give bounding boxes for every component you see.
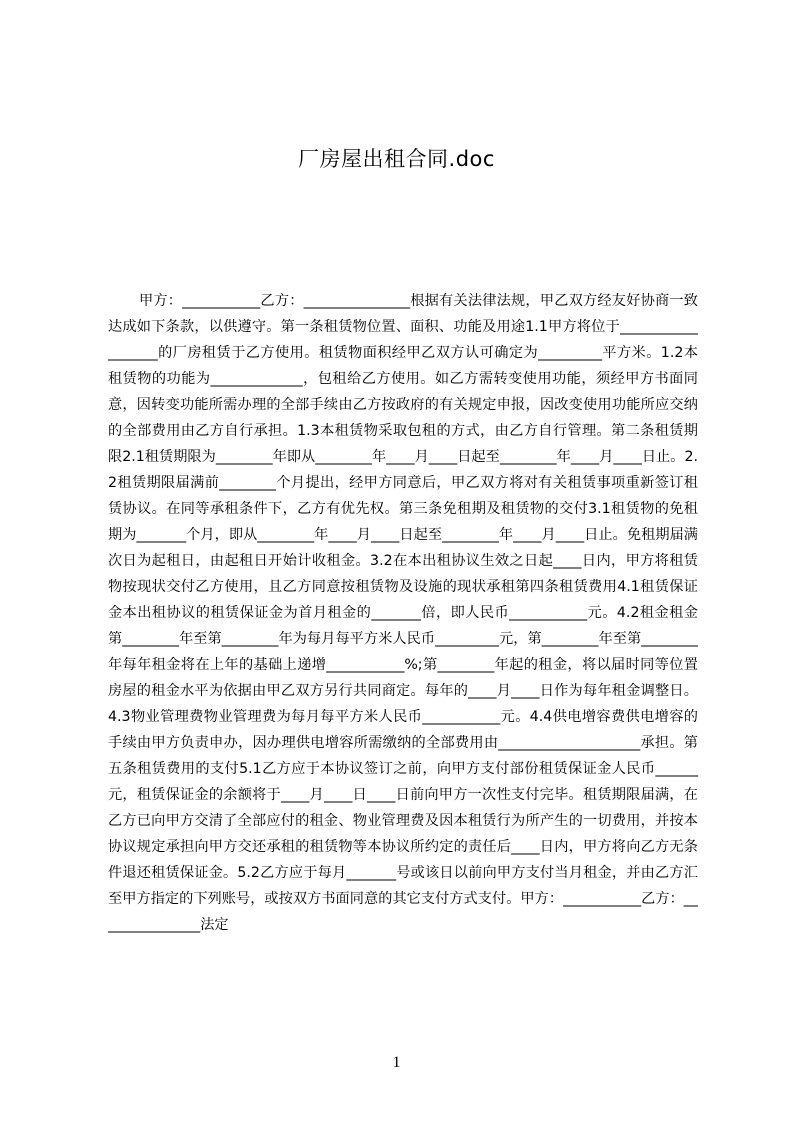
- page-number: 1: [392, 1054, 401, 1071]
- document-title: 厂房屋出租合同.doc: [298, 147, 495, 171]
- document-body-text: 甲方：___________乙方：_______________根据有关法律法规，甲乙双方经友好协商一致达成如下条款，以供遵守。第一条租赁物位置、面积、功能及用途1.1甲方将位于__________________的厂房租赁于乙方使用。租赁物面积经甲乙双方认可确定为_________平方米。1.2本租赁物的功能为_____________，包租给乙方使用。如乙方需转变使用功能，须经甲方书面同意，因转变功能所需办理的全部手续由乙方按政府的有关规定申报，因改变使用功能所应交纳的全部费用由乙方自行承担。1.3本租赁物采取包租的方式，由乙方自行管理。第二条租赁期限2.1租赁期限为________年即从________年____月____日起至________年____月____日止。2.2租赁期限届满前________个月提出，经甲方同意后，甲乙双方将对有关租赁事项重新签订租赁协议。在同等承租条件下，乙方有优先权。第三条免租期及租赁物的交付3.1租赁物的免租期为_______个月，即从________年____月____日起至________年____月____日止。免租期届满次日为起租日，由起租日开始计收租金。3.2在本出租协议生效之日起____日内，甲方将租赁物按现状交付乙方使用，且乙方同意按租赁物及设施的现状承租第四条租赁费用4.1租赁保证金本出租协议的租赁保证金为首月租金的_______倍，即人民币___________元。4.2租金租金第________年至第________年为每月每平方米人民币_________元，第________年至第________年每年租金将在上年的基础上递增___________%;第________年起的租金，将以届时同等位置房屋的租金水平为依据由甲乙双方另行共同商定。每年的____月____日作为每年租金调整日。4.3物业管理费物业管理费为每月每平方米人民币___________元。4.4供电增容费供电增容的手续由甲方负责申办，因办理供电增容所需缴纳的全部费用由____________________承担。第五条租赁费用的支付5.1乙方应于本协议签订之前，向甲方支付部份租赁保证金人民币______元，租赁保证金的余额将于____月____日____日前向甲方一次性支付完毕。租赁期限届满，在乙方已向甲方交清了全部应付的租金、物业管理费及因本租赁行为所产生的一切费用，并按本协议规定承担向甲方交还承租的租赁物等本协议所约定的责任后____日内，甲方将向乙方无条件退还租赁保证金。5.2乙方应于每月_______号或该日以前向甲方支付当月租金，并由乙方汇至甲方指定的下列账号，或按双方书面同意的其它支付方式支付。甲方：___________乙方：_______________法定: [108, 293, 698, 933]
